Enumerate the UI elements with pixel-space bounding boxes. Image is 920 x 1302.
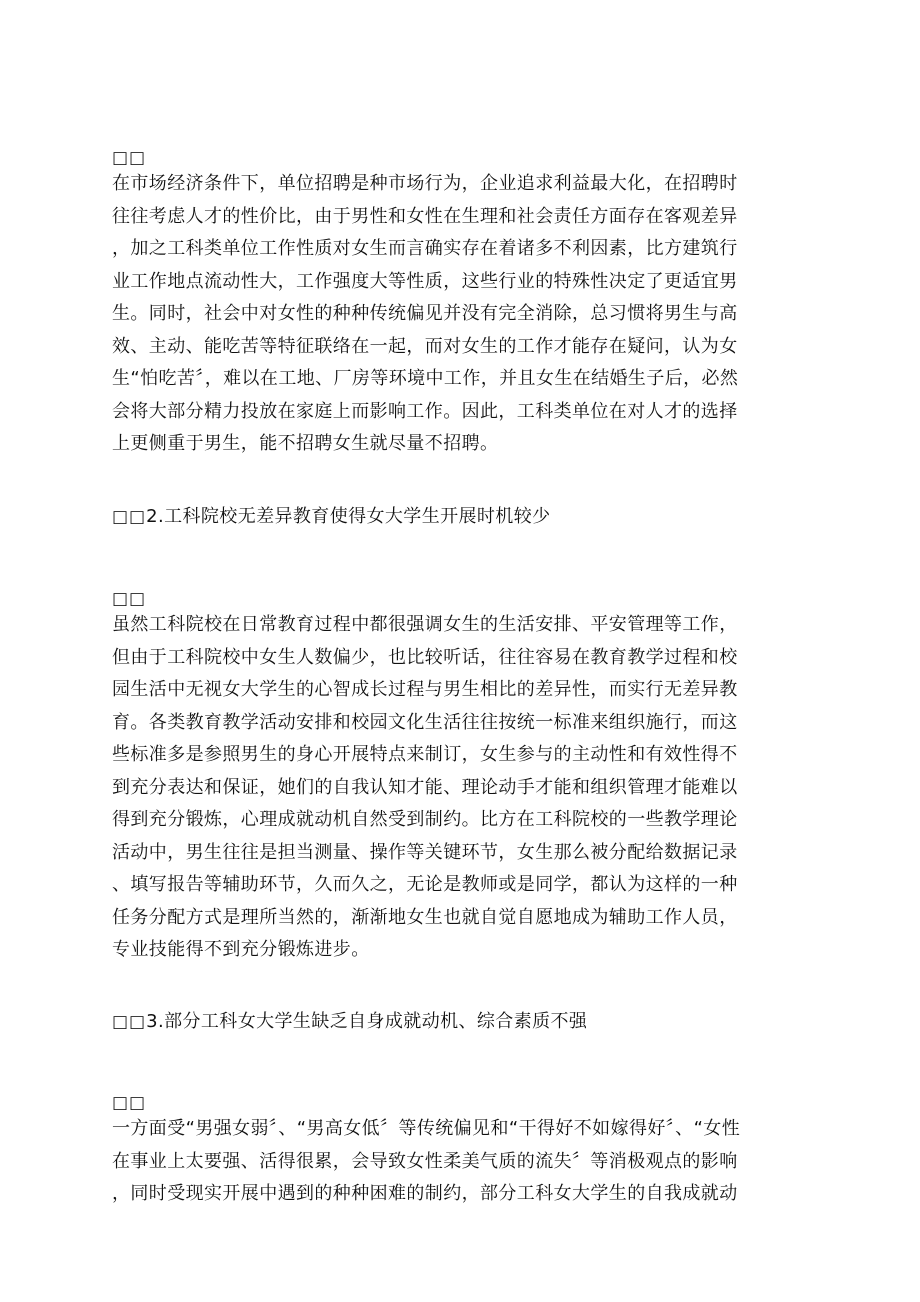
section-heading-3: [112, 1010, 587, 1034]
text-line: 园生活中无视女大学生的心智成长过程与男生相比的差异性，而实行无差异教: [112, 679, 738, 700]
text-line: ，同时受现实开展中遇到的种种困难的制约，部分工科女大学生的自我成就动: [112, 1183, 738, 1204]
text-line: ，加之工科类单位工作性质对女生而言确实存在着诸多不利因素，比方建筑行: [112, 238, 738, 259]
text-line: 得到充分锻炼，心理成就动机自然受到制约。比方在工科院校的一些教学理论: [112, 809, 738, 830]
text-line: 任务分配方式是理所当然的，渐渐地女生也就自觉自愿地成为辅助工作人员，: [112, 906, 738, 928]
text-line: 在事业上太要强、活得很累，会导致女性柔美气质的流失〞等消极观点的影响: [112, 1150, 738, 1172]
heading-text: 2.工科院校无差异教育使得女大学生开展时机较少: [146, 506, 551, 527]
text-line: 但由于工科院校中女生人数偏少，也比较听话，往往容易在教育教学过程和校: [112, 646, 738, 668]
text-line: 在市场经济条件下，单位招聘是种市场行为，企业追求利益最大化，在招聘时: [112, 173, 738, 194]
text-line: 会将大部分精力投放在家庭上而影响工作。因此，工科类单位在对人才的选择: [112, 400, 738, 422]
heading-text: 3.部分工科女大学生缺乏自身成就动机、综合素质不强: [146, 1011, 588, 1032]
paragraph-marker: □□: [112, 1093, 147, 1113]
paragraph-marker: □□: [112, 148, 147, 168]
text-line: 专业技能得不到充分锻炼进步。: [112, 939, 370, 960]
paragraph-1: [112, 168, 812, 461]
text-line: 些标准多是参照男生的身心开展特点来制订，女生参与的主动性和有效性得不: [112, 744, 738, 765]
paragraph-3: [112, 1113, 812, 1211]
text-line: 生。同时，社会中对女性的种种传统偏见并没有完全消除，总习惯将男生与高: [112, 303, 738, 324]
paragraph-marker: □□: [112, 589, 147, 609]
section-heading-2: [112, 505, 551, 529]
text-line: 上更侧重于男生，能不招聘女生就尽量不招聘。: [112, 433, 499, 454]
text-line: 、填写报告等辅助环节，久而久之，无论是教师或是同学，都认为这样的一种: [112, 874, 738, 895]
text-line: 虽然工科院校在日常教育过程中都很强调女生的生活安排、平安管理等工作，: [112, 614, 738, 635]
text-line: 育。各类教育教学活动安排和校园文化生活往往按统一标准来组织施行，而这: [112, 711, 738, 733]
text-line: 业工作地点流动性大，工作强度大等性质，这些行业的特殊性决定了更适宜男: [112, 270, 738, 292]
text-line: 活动中，男生往往是担当测量、操作等关键环节，女生那么被分配给数据记录: [112, 841, 738, 863]
text-line: 到充分表达和保证，她们的自我认知才能、理论动手才能和组织管理才能难以: [112, 776, 738, 798]
text-line: 效、主动、能吃苦等特征联络在一起，而对女生的工作才能存在疑问，认为女: [112, 335, 738, 357]
text-line: 一方面受“男强女弱〞、“男高女低〞等传统偏见和“干得好不如嫁得好〞、“女性: [112, 1118, 741, 1139]
heading-marker: □□: [112, 507, 147, 527]
paragraph-2: [112, 609, 812, 967]
text-line: 生“怕吃苦〞，难以在工地、厂房等环境中工作，并且女生在结婚生子后，必然: [112, 368, 739, 389]
heading-marker: □□: [112, 1012, 147, 1032]
text-line: 往往考虑人才的性价比，由于男性和女性在生理和社会责任方面存在客观差异: [112, 205, 738, 227]
